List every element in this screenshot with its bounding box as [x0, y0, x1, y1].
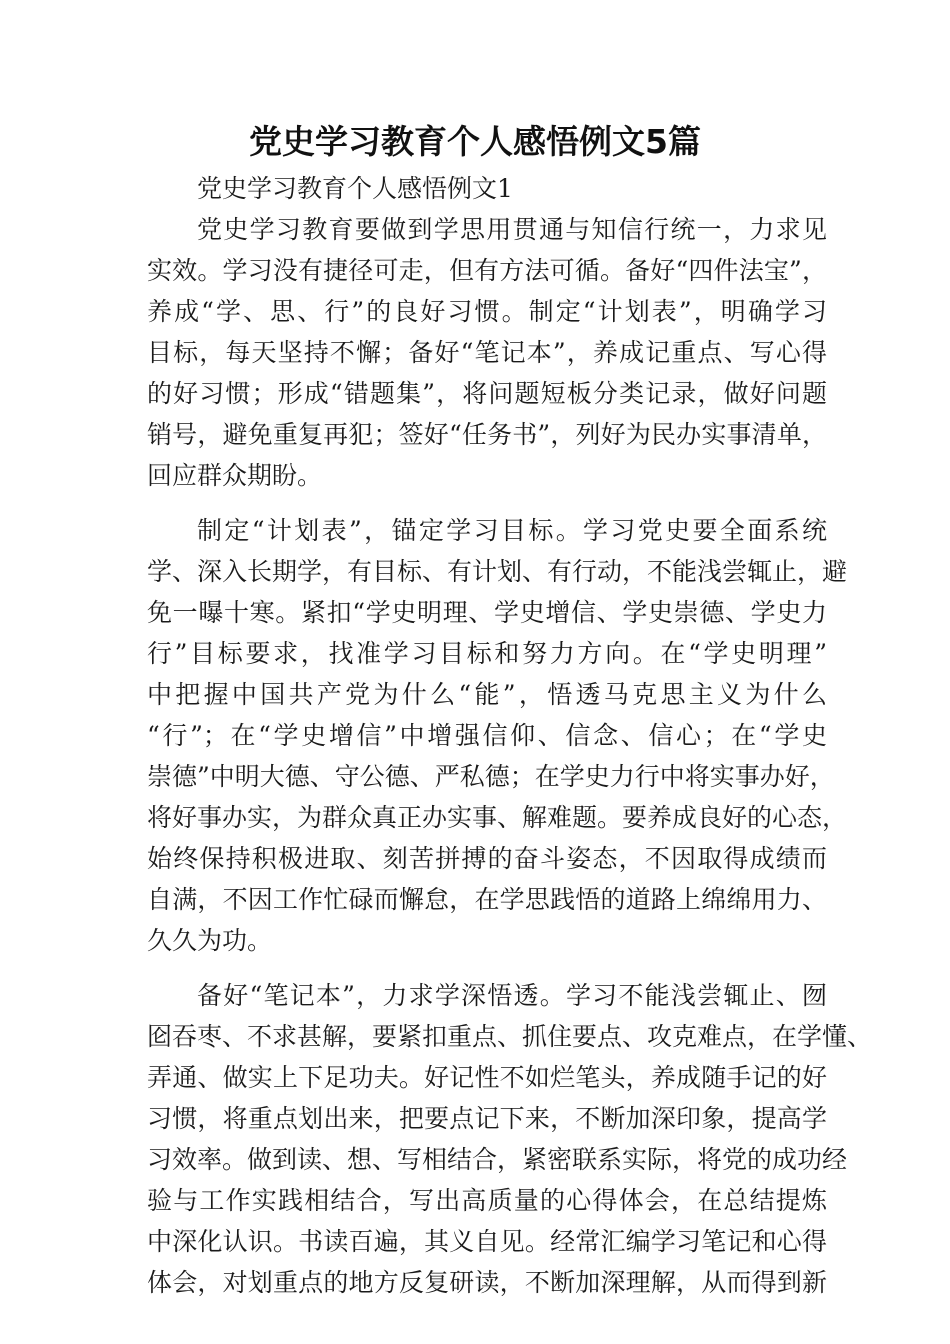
paragraph-line: 弄通、做实上下足功夫。好记性不如烂笔头，养成随手记的好 [147, 1063, 827, 1092]
paragraph-line: 始终保持积极进取、刻苦拼搏的奋斗姿态，不因取得成绩而 [147, 844, 827, 873]
paragraph-spacer [147, 496, 827, 510]
paragraph-line: 备好“笔记本”，力求学深悟透。学习不能浅尝辄止、囫 [197, 981, 827, 1010]
paragraph-line: 制定“计划表”，锚定学习目标。学习党史要全面系统 [197, 516, 827, 545]
paragraph-line: 验与工作实践相结合，写出高质量的心得体会，在总结提炼 [147, 1186, 827, 1215]
paragraph-line: 回应群众期盼。 [147, 461, 323, 490]
paragraph-line: 销号，避免重复再犯；签好“任务书”，列好为民办实事清单， [147, 420, 827, 449]
paragraph-line: 久久为功。 [147, 926, 273, 955]
paragraph-line: 中把握中国共产党为什么“能”，悟透马克思主义为什么 [147, 680, 827, 709]
paragraph-line: 免一曝十寒。紧扣“学史明理、学史增信、学史崇德、学史力 [147, 598, 827, 627]
paragraph-line: 党史学习教育要做到学思用贯通与知信行统一，力求见 [197, 215, 827, 244]
paragraph-spacer [147, 961, 827, 975]
paragraph-line: 习效率。做到读、想、写相结合，紧密联系实际，将党的成功经 [147, 1145, 848, 1174]
paragraph-line: 学、深入长期学，有目标、有计划、有行动，不能浅尝辄止，避 [147, 557, 848, 586]
paragraph-2 [147, 510, 848, 961]
paragraph-line: 实效。学习没有捷径可走，但有方法可循。备好“四件法宝”， [147, 256, 827, 285]
paragraph-line: 目标，每天坚持不懈；备好“笔记本”，养成记重点、写心得 [147, 338, 827, 367]
paragraph-3 [147, 975, 873, 1303]
paragraph-line: 习惯，将重点划出来，把要点记下来，不断加深印象，提高学 [147, 1104, 827, 1133]
paragraph-line: “行”；在“学史增信”中增强信仰、信念、信心；在“学史 [147, 721, 827, 750]
section-heading: 党史学习教育个人感悟例文1 [197, 174, 513, 203]
paragraph-line: 养成“学、思、行”的良好习惯。制定“计划表”，明确学习 [147, 297, 827, 326]
paragraph-line: 将好事办实，为群众真正办实事、解难题。要养成良好的心态， [147, 803, 848, 832]
document-body [147, 168, 873, 1303]
document-title: 党史学习教育个人感悟例文5篇 [249, 122, 701, 161]
paragraph-line: 囵吞枣、不求甚解，要紧扣重点、抓住要点、攻克难点，在学懂、 [147, 1022, 873, 1051]
paragraph-line: 行”目标要求，找准学习目标和努力方向。在“学史明理” [147, 639, 827, 668]
paragraph-line: 体会，对划重点的地方反复研读，不断加深理解，从而得到新 [147, 1268, 827, 1297]
paragraph-line: 自满，不因工作忙碌而懈怠，在学思践悟的道路上绵绵用力、 [147, 885, 827, 914]
paragraph-line: 中深化认识。书读百遍，其义自见。经常汇编学习笔记和心得 [147, 1227, 827, 1256]
paragraph-line: 的好习惯；形成“错题集”，将问题短板分类记录，做好问题 [147, 379, 827, 408]
paragraph-line: 崇德”中明大德、守公德、严私德；在学史力行中将实事办好， [147, 762, 835, 791]
paragraph-1 [147, 209, 827, 496]
